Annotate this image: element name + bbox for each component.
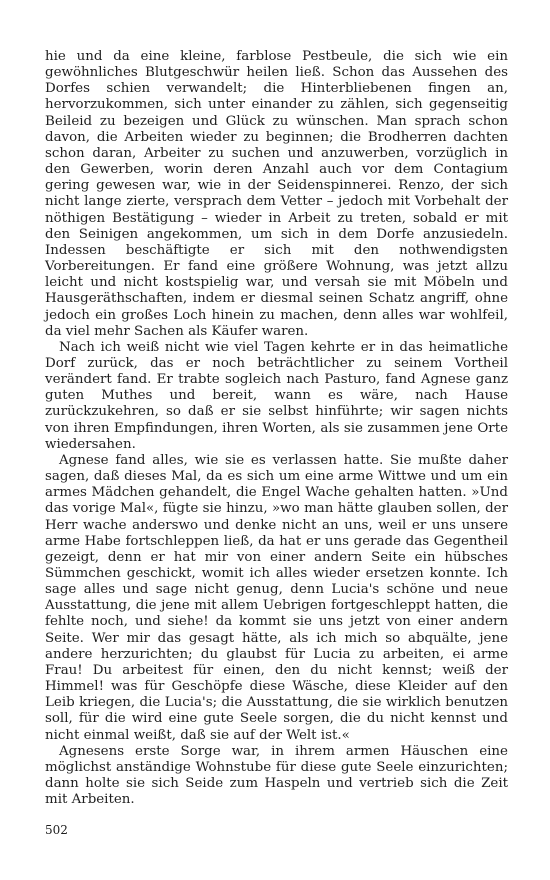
page-number: 502 [45, 823, 68, 837]
paragraph: Nach ich weiß nicht wie viel Tagen kehrte er in das heimatliche Dorf zurück, das er noch beträchtlicher zu seinem Vortheil verändert fand. Er trabte sogleich nach Pasturo, fand Agnese ganz guten Muthes und bereit, wann es wäre, nach Hause zurückzukehren, so daß er sie selbst hinführte; wir sagen nichts von ihren Empfindungen, ihren Worten, als sie zusammen jene Orte wiedersahen. [45, 339, 508, 452]
body-text [45, 49, 508, 808]
paragraph: Agnesens erste Sorge war, in ihrem armen Häuschen eine möglichst anständige Wohnstube für diese gute Seele einzurichten; dann holte sie sich Seide zum Haspeln und vertrieb sich die Zeit mit Arbeiten. [45, 743, 508, 808]
paragraph: hie und da eine kleine, farblose Pestbeule, die sich wie ein gewöhnliches Blutgeschwür heilen ließ. Schon das Aussehen des Dorfes schien verwandelt; die Hinterbliebenen fingen an, hervorzukommen, sich unter einander zu zählen, sich gegenseitig Beileid zu bezeigen und Glück zu wünschen. Man sprach schon davon, die Arbeiten wieder zu beginnen; die Brodherren dachten schon daran, Arbeiter zu suchen und anzuwerben, vorzüglich in den Gewerben, worin deren Anzahl auch vor dem Contagium gering gewesen war, wie in der Seidenspinnerei. Renzo, der sich nicht lange zierte, versprach dem Vetter – jedoch mit Vorbehalt der nöthigen Bestätigung – wieder in Arbeit zu treten, sobald er mit den Seinigen angekommen, um sich in dem Dorfe anzusiedeln. Indessen beschäftigte er sich mit den nothwendigsten Vorbereitungen. Er fand eine größere Wohnung, was jetzt allzu leicht und nicht kostspielig war, und versah sie mit Möbeln und Hausgeräthschaften, indem er diesmal seinen Schatz angriff, ohne jedoch ein großes Loch hinein zu machen, denn alles war wohlfeil, da viel mehr Sachen als Käufer waren. [45, 49, 508, 339]
paragraph: Agnese fand alles, wie sie es verlassen hatte. Sie mußte daher sagen, daß dieses Mal, da es sich um eine arme Wittwe und um ein armes Mädchen gehandelt, die Engel Wache gehalten hatten. »Und das vorige Mal«, fügte sie hinzu, »wo man hätte glauben sollen, der Herr wache anderswo und denke nicht an uns, weil er uns unsere arme Habe fortschleppen ließ, da hat er uns gerade das Gegentheil gezeigt, denn er hat mir von einer andern Seite ein hübsches Sümmchen geschickt, womit ich alles wieder ersetzen konnte. Ich sage alles und sage nicht genug, denn Lucia's schöne und neue Ausstattung, die jene mit allem Uebrigen fortgeschleppt hatten, die fehlte noch, und siehe! da kommt sie uns jetzt von einer andern Seite. Wer mir das gesagt hätte, als ich mich so abquälte, jene andere herzurichten; du glaubst für Lucia zu arbeiten, ei arme Frau! Du arbeitest für einen, den du nicht kennst; weiß der Himmel! was für Geschöpfe diese Wäsche, diese Kleider auf den Leib kriegen, die Lucia's; die Ausstattung, die sie wirklich benutzen soll, für die wird eine gute Seele sorgen, die du nicht kennst und nicht einmal weißt, daß sie auf der Welt ist.« [45, 452, 508, 743]
